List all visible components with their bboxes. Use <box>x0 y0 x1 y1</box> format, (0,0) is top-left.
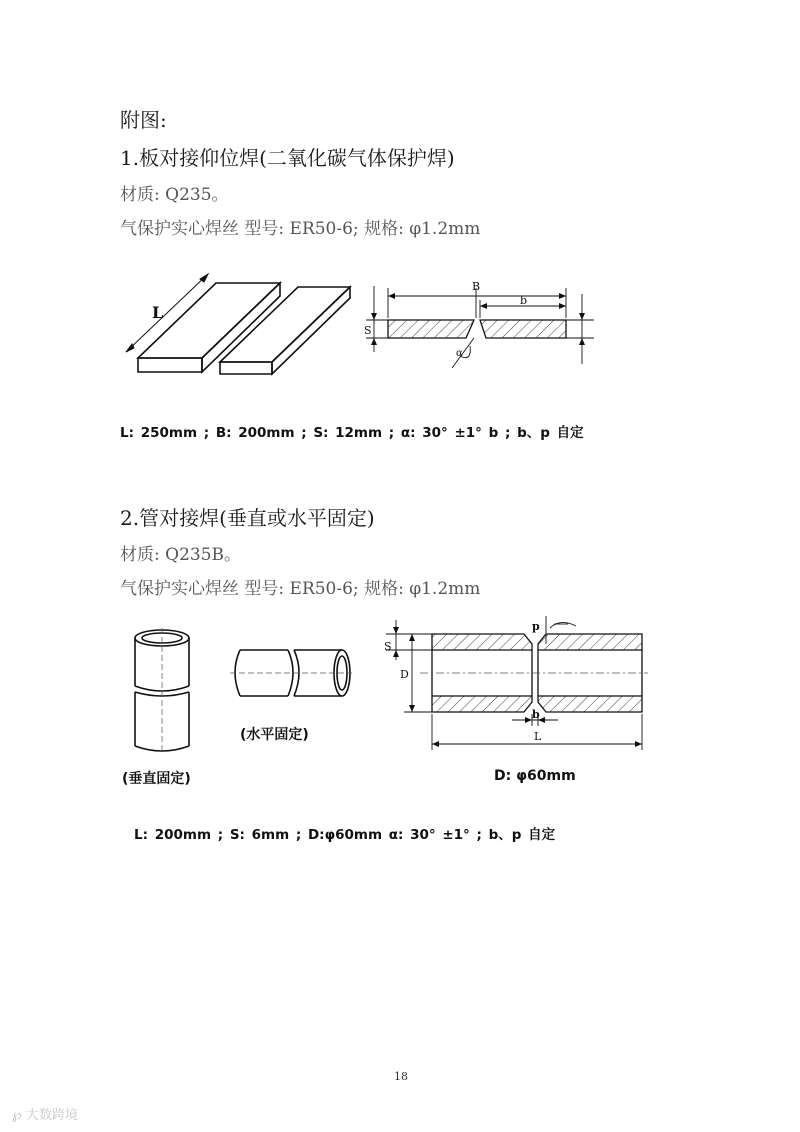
label-pipe-p: p <box>532 620 540 633</box>
plate-right-top <box>220 287 350 362</box>
watermark-icon: ℘ <box>12 1107 22 1123</box>
pipe-right-lower-wall <box>538 696 642 712</box>
pipe-left-lower-wall <box>432 696 532 712</box>
label-pipe-D: D <box>400 668 409 681</box>
page-number: 18 <box>394 1070 408 1083</box>
vertical-pipe-drawing <box>124 624 204 758</box>
label-pipe-L: L <box>534 730 542 743</box>
label-pipe-S: S <box>384 640 392 653</box>
section1-title: 1.板对接仰位焊(二氧化碳气体保护焊) <box>120 146 455 170</box>
label-alpha: α <box>456 348 463 359</box>
watermark-text: 大数跨境 <box>25 1108 78 1123</box>
plate-left-section <box>388 320 474 338</box>
label-B: B <box>472 280 481 293</box>
section1-material: 材质: Q235。 <box>120 185 229 205</box>
horizontal-pipe-drawing <box>226 642 356 706</box>
label-S: S <box>364 324 372 337</box>
label-pipe-b: b <box>532 708 540 721</box>
label-L: L <box>152 303 164 322</box>
section2-material: 材质: Q235B。 <box>120 545 242 565</box>
plate-left-front <box>138 358 202 372</box>
caption-vertical-fixed: (垂直固定) <box>122 771 191 787</box>
plate-left-side <box>202 283 280 372</box>
pipe-right-upper-wall <box>538 634 642 650</box>
appendix-label: 附图: <box>120 108 167 132</box>
section1-wire-spec: 气保护实心焊丝 型号: ER50-6; 规格: φ1.2mm <box>120 219 481 239</box>
caption-diameter: D: φ60mm <box>494 768 576 784</box>
pipe-left-upper-wall <box>432 634 532 650</box>
section2-dimensions: L: 200mm ; S: 6mm ; D:φ60mm α: 30° ±1° ; b、p 自定 <box>134 827 556 843</box>
section2-wire-spec: 气保护实心焊丝 型号: ER50-6; 规格: φ1.2mm <box>120 579 481 599</box>
plate-right-front <box>220 362 272 374</box>
pipe-section-drawing <box>380 610 650 760</box>
plate-right-section <box>480 320 566 338</box>
label-b: b <box>520 294 528 307</box>
watermark <box>12 1104 78 1123</box>
section1-dimensions: L: 250mm ; B: 200mm ; S: 12mm ; α: 30° ±1° b ; b、p 自定 <box>120 425 584 441</box>
caption-horizontal-fixed: (水平固定) <box>240 727 309 743</box>
plate-3d-drawing <box>118 268 358 384</box>
plate-section-drawing <box>360 276 600 376</box>
section2-title: 2.管对接焊(垂直或水平固定) <box>120 506 375 530</box>
